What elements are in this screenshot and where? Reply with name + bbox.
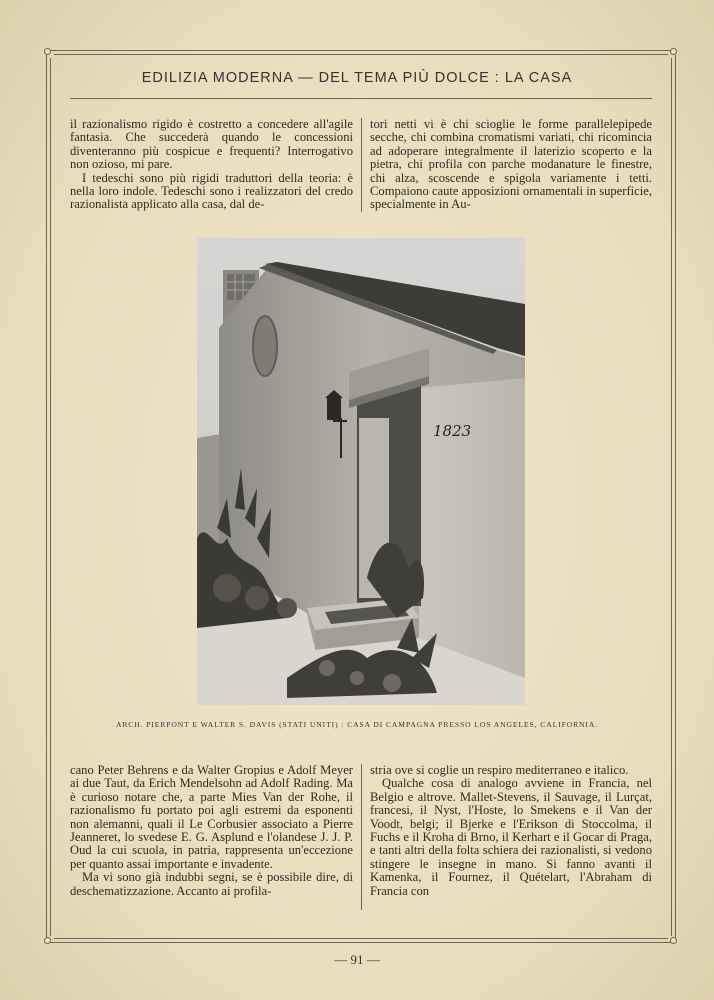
- page-number: — 91 —: [334, 952, 380, 967]
- corner-ornament-icon: [44, 48, 51, 55]
- house-number: 1823: [433, 422, 472, 440]
- paragraph: tori netti vi è chi scioglie le forme parallelepipede secche, chi combina cromatismi variati, chi ricomincia ad adoperare integralmente il laterizio scoperto e la pietra, chi profila con parche modanature le finestre, chi alza, scoscende e spigola variamente i tetti. Compaiono caute apposizioni ornamentali in superficie, specialmente in Au-: [370, 117, 652, 212]
- paragraph: cano Peter Behrens e da Walter Gropius e Adolf Meyer ai due Taut, da Erich Mendelsohn ad Adolf Rading. Ma è curioso notare che, a parte Mies Van der Rohe, il razionalismo fu portato poi agli estremi da esponenti non alemanni, quali il Le Corbusier associato a Pierre Jeanneret, lo svedese E. G. Asplund e l'olandese J. J. P. Oud la cui scuola, in patria, rappresenta un'eccezione per quanto assai importante e invadente.: [70, 763, 353, 871]
- top-right-column: [370, 118, 652, 212]
- house-photograph-image: [197, 238, 525, 705]
- column-divider: [361, 118, 362, 212]
- bottom-right-column: [370, 764, 652, 898]
- corner-ornament-icon: [44, 937, 51, 944]
- header-rule: [70, 98, 652, 99]
- corner-ornament-icon: [670, 937, 677, 944]
- bottom-left-column: [70, 764, 353, 898]
- frame-right-outer: [675, 55, 676, 939]
- photo-caption: ARCH. PIERPONT E WALTER S. DAVIS (STATI UNITI) : CASA DI CAMPAGNA PRESSO LOS ANGELES, CALIFORNIA.: [115, 720, 599, 729]
- frame-top-outer: [50, 50, 672, 51]
- paragraph: I tedeschi sono più rigidi traduttori della teoria: è nella loro indole. Tedeschi sono i realizzatori del credo razionalista applicato alla casa, dal de-: [70, 170, 353, 212]
- frame-top-inner: [54, 54, 668, 55]
- running-header: EDILIZIA MODERNA — DEL TEMA PIÙ DOLCE : LA CASA: [141, 70, 573, 86]
- corner-ornament-icon: [670, 48, 677, 55]
- frame-left-inner: [50, 58, 51, 936]
- frame-right-inner: [671, 58, 672, 936]
- paragraph: Qualche cosa di analogo avviene in Francia, nel Belgio e altrove. Mallet-Stevens, il Sauvage, il Lurçat, francesi, il Nyst, l'Hoste, lo Smekens e il Van der Voodt, belgi; il Bjerke e l'Erikson di Stoccolma, il Fuchs e il Kroha di Brno, il Kerhart e il Gocar di Praga, e tanti altri della folta schiera dei razionalisti, si vedono stingere le insegne in mano. Si fanno avanti il Kamenka, il Fournez, il Quételart, l'Abraham di Francia con: [370, 776, 652, 898]
- frame-left-outer: [46, 55, 47, 939]
- paragraph: il razionalismo rigido è costretto a concedere all'agile fantasia. Che succederà quando le concessioni diventeranno più cospicue e frequenti? Interrogativo non ozioso, mi pare.: [70, 117, 353, 172]
- house-photograph: [197, 238, 525, 705]
- frame-bottom-inner: [54, 938, 668, 939]
- column-divider: [361, 764, 362, 910]
- top-left-column: [70, 118, 353, 212]
- paragraph: stria ove si coglie un respiro mediterraneo e italico.: [370, 763, 629, 777]
- frame-bottom-outer: [50, 942, 672, 943]
- paragraph: Ma vi sono già indubbi segni, se è possibile dire, di deschematizzazione. Accanto ai profila-: [70, 870, 353, 898]
